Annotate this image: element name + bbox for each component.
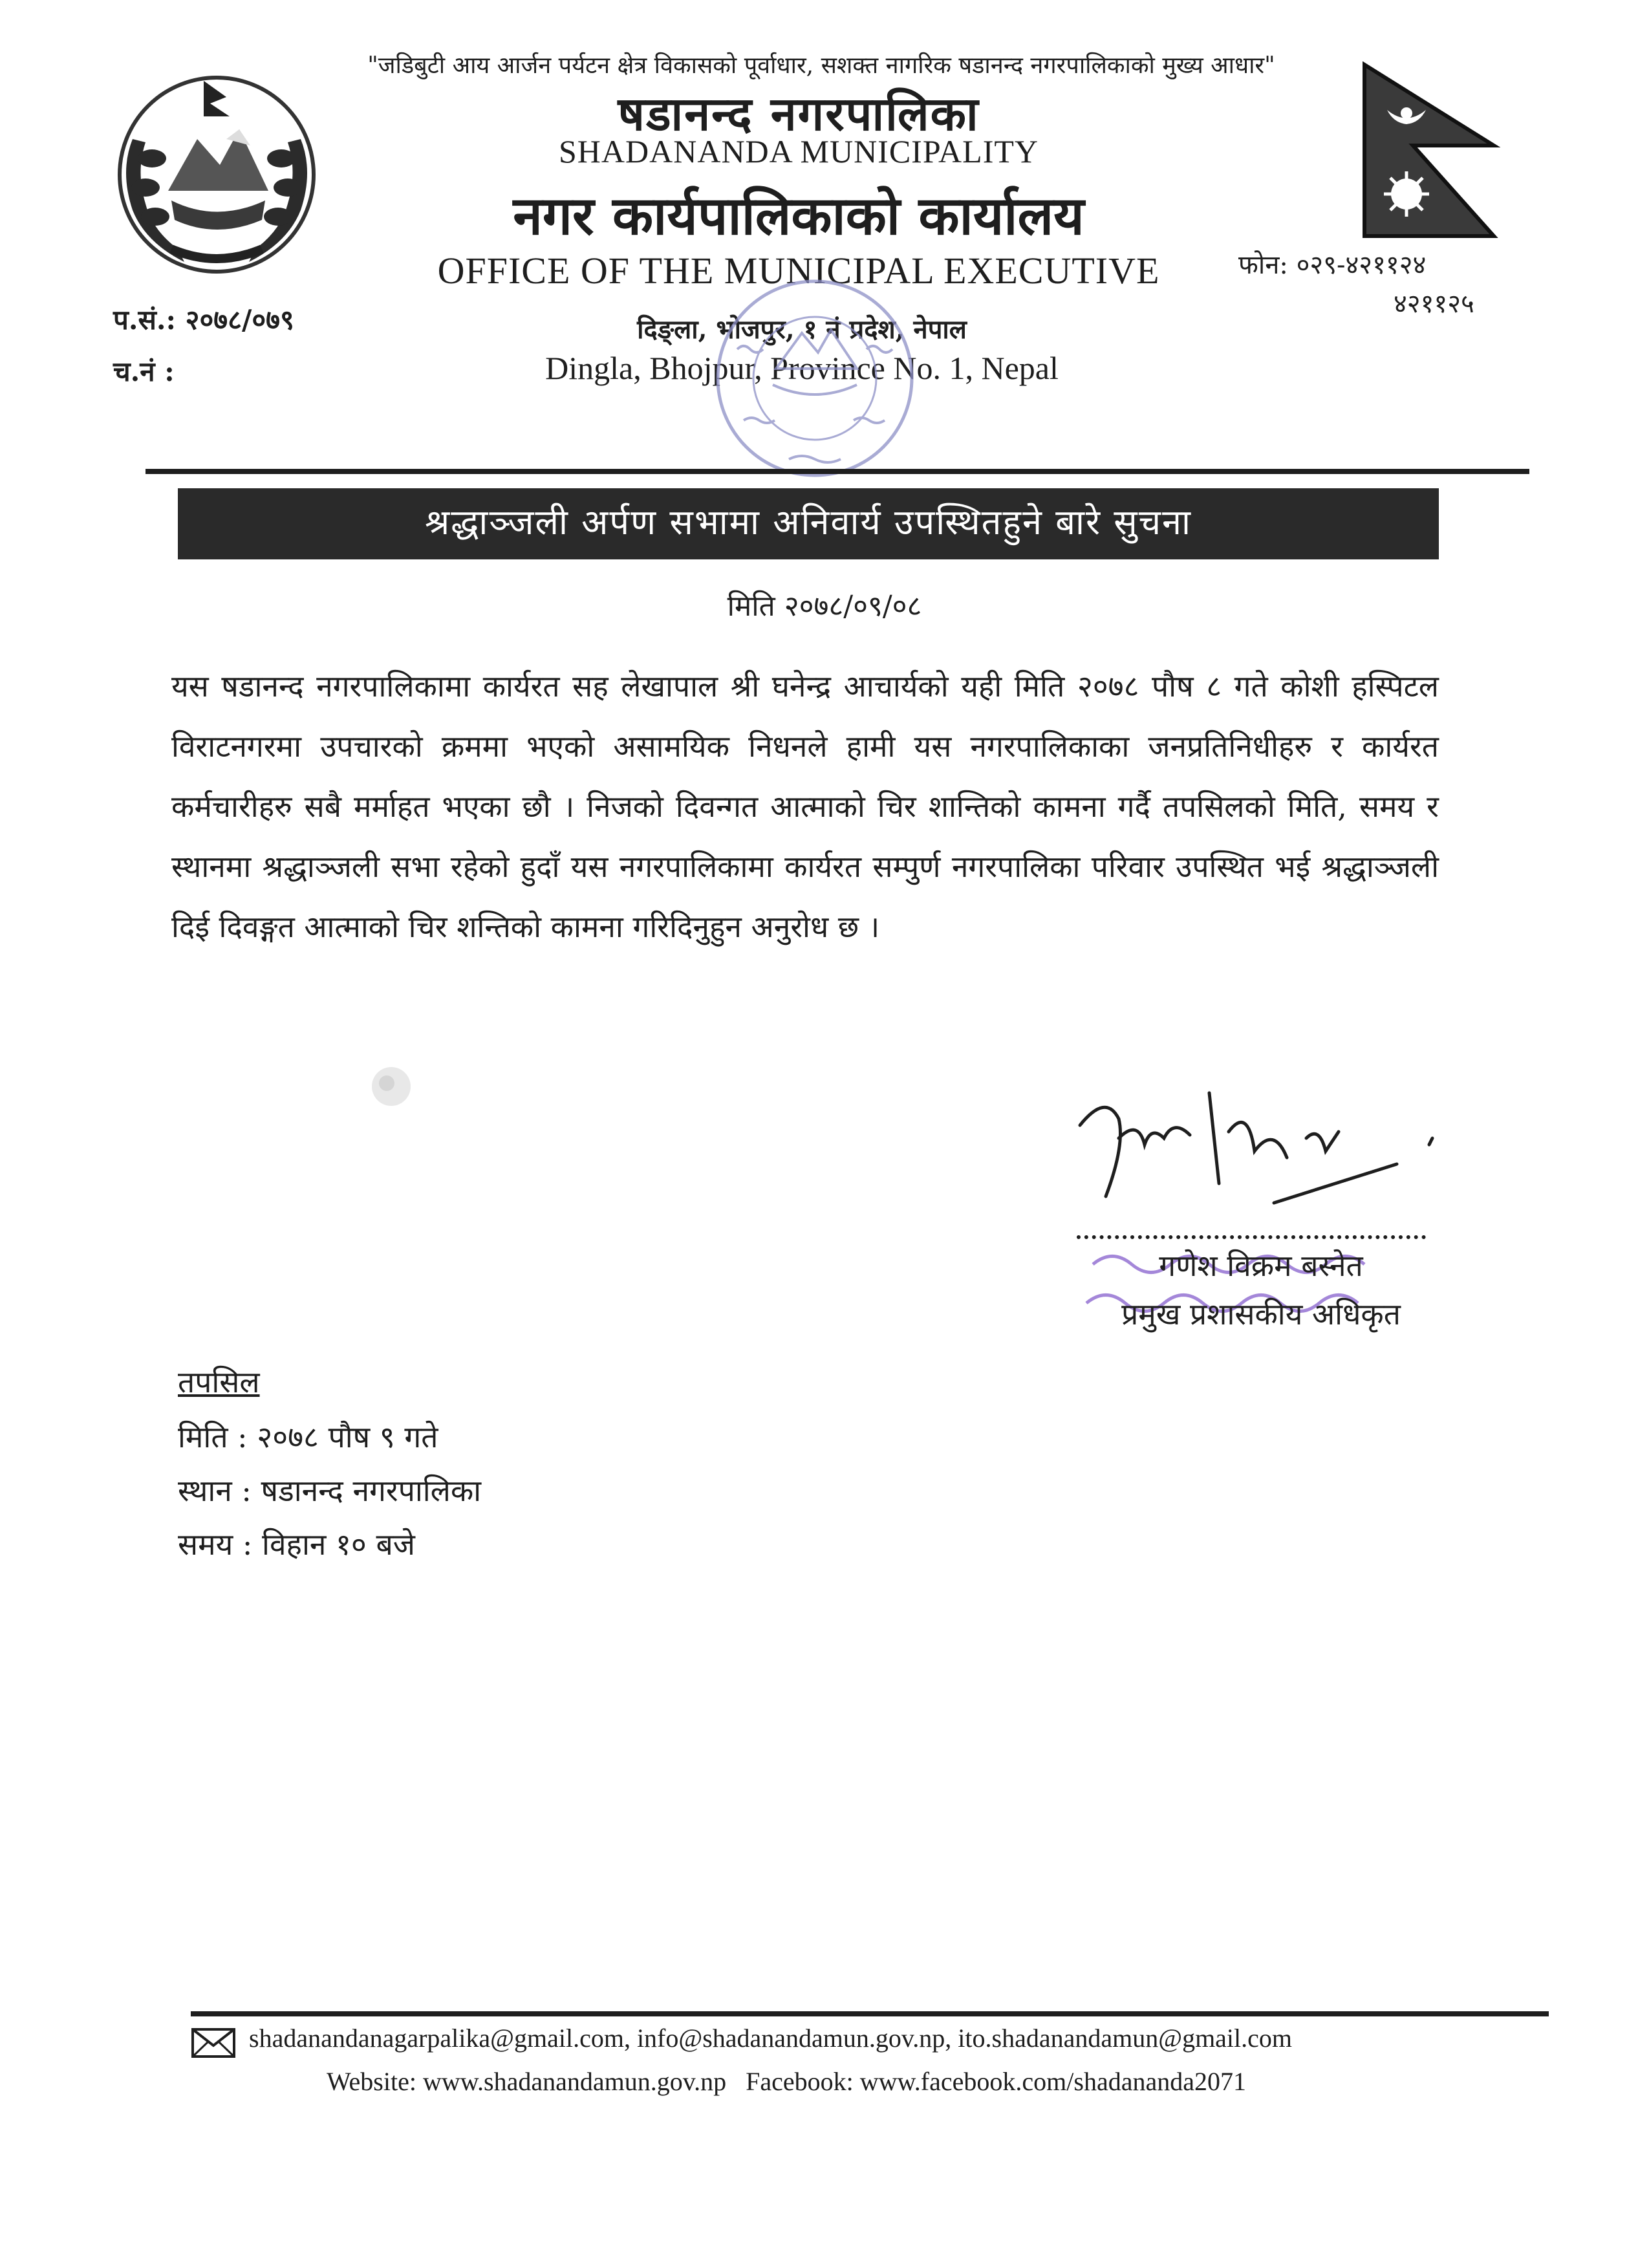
smudge-mark (362, 1057, 420, 1116)
phone-number: फोन: ०२९-४२११२४ (1238, 250, 1427, 280)
phone-number-2: ४२११२५ (1394, 289, 1474, 319)
website-links: Website: www.shadanandamun.gov.np Facebook: www.facebook.com/shadananda2071 (327, 2067, 1246, 2096)
municipality-name-np: षडानन्द नगरपालिका (618, 86, 980, 141)
details-heading: तपसिल (178, 1365, 260, 1399)
address-en: Dingla, Bhojpur, Province No. 1, Nepal (545, 350, 1059, 386)
office-name-en: OFFICE OF THE MUNICIPAL EXECUTIVE (437, 250, 1160, 292)
signature (1061, 1067, 1461, 1216)
nepal-flag-icon (1361, 61, 1503, 239)
dispatch-number: च.नं : (113, 356, 175, 387)
office-seal-icon (698, 272, 931, 485)
footer-divider (191, 2011, 1549, 2016)
signer-name: गणेश विक्रम बस्नेत (1159, 1248, 1363, 1283)
email-icon (191, 2027, 236, 2058)
contact-emails: shadanandanagarpalika@gmail.com, info@shadanandamun.gov.np, ito.shadanandamun@gmail.com (249, 2024, 1293, 2053)
notice-body: यस षडानन्द नगरपालिकामा कार्यरत सह लेखापाल श्री घनेन्द्र आचार्यको यही मिति २०७८ पौष ८ गते कोशी हस्पिटल विराटनगरमा उपचारको क्रममा भएको असामयिक निधनले हामी यस नगरपालिकाका जनप्रतिनिधीहरु र कार्यरत कर्मचारीहरु सबै मर्माहत भएका छौ । निजको दिवन्गत आत्माको चिर शान्तिको कामना गर्दै तपसिलको मिति, समय र स्थानमा श्रद्धाञ्जली सभा रहेको हुदाँ यस नगरपालिकामा कार्यरत सम्पुर्ण नगरपालिका परिवार उपस्थित भई श्रद्धाञ्जली दिई दिवङ्गत आत्माको चिर शन्तिको कामना गरिदिनुहुन अनुरोध छ । (171, 669, 1439, 944)
office-name-np: नगर कार्यपालिकाको कार्यालय (513, 185, 1084, 247)
signer-title: प्रमुख प्रशासकीय अधिकृत (1121, 1297, 1401, 1332)
motto: "जडिबुटी आय आर्जन पर्यटन क्षेत्र विकासको पूर्वाधार, सशक्त नागरिक षडानन्द नगरपालिकाको मुख्य आधार" (367, 52, 1275, 79)
municipality-name-en: SHADANANDA MUNICIPALITY (558, 133, 1039, 169)
nepal-emblem-icon (107, 61, 327, 275)
detail-time: समय : विहान १० बजे (178, 1527, 415, 1562)
detail-date: मिति : २०७८ पौष ९ गते (178, 1420, 438, 1454)
notice-date: मिति २०७८/०९/०८ (727, 590, 922, 623)
address-np: दिङ्ला, भोजपुर, १ नं प्रदेश, नेपाल (637, 314, 967, 345)
reference-number: प.सं.: २०७८/०७९ (113, 304, 294, 336)
notice-title: श्रद्धाञ्जली अर्पण सभामा अनिवार्य उपस्थितहुने बारे सुचना (424, 502, 1192, 543)
detail-venue: स्थान : षडानन्द नगरपालिका (178, 1473, 482, 1508)
header-divider (146, 469, 1529, 474)
